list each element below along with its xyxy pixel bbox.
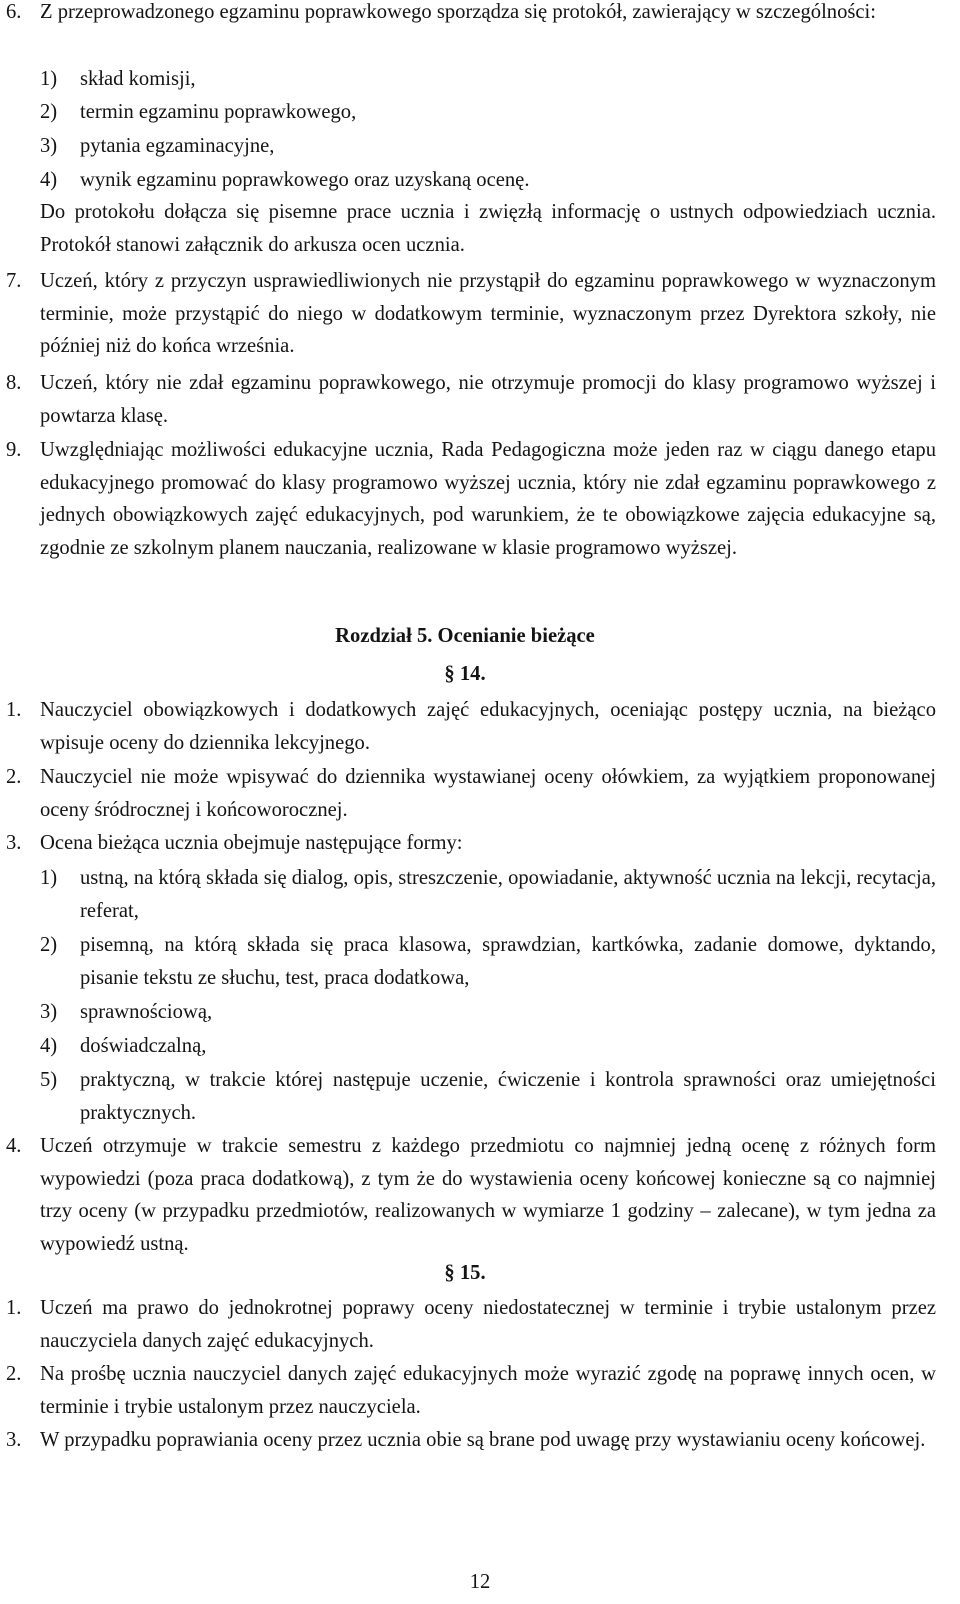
paragraph-continuation: Do protokołu dołącza się pisemne prace ucznia i zwięzłą informację o ustnych odpowiedziach ucznia. Protokół stanowi załącznik do arkusza ocen ucznia. xyxy=(40,201,936,256)
paragraph-text: Uczeń, który z przyczyn usprawiedliwionych nie przystąpił do egzaminu poprawkowego w wyznaczonym terminie, może przystąpić do niego w dodatkowym terminie, wyznaczonym przez Dyrektora szkoły, nie później niż do końca września. xyxy=(40,270,936,358)
list-item-text: wynik egzaminu poprawkowego oraz uzyskaną ocenę. xyxy=(80,169,530,191)
form-item xyxy=(40,1030,936,1063)
form-item xyxy=(40,929,936,994)
list-item-number: 2) xyxy=(40,101,58,123)
section-item xyxy=(6,1292,936,1357)
page-number: 12 xyxy=(469,1571,491,1593)
section-item-number: 2. xyxy=(6,1363,22,1385)
form-item-number: 2) xyxy=(40,934,58,956)
section-item-text: Uczeń otrzymuje w trakcie semestru z każdego przedmiotu co najmniej jedną ocenę z różnych form wypowiedzi (poza praca dodatkową), z tym że do wystawienia oceny końcowej konieczne są co najmniej trzy oceny (w przypadku przedmiotów, realizowanych w wymiarze 1 godziny – zalecane), w tym jedna za wypowiedź ustną. xyxy=(40,1135,936,1255)
section-item-text: Na prośbę ucznia nauczyciel danych zajęć edukacyjnych może wyrazić zgodę na poprawę innych ocen, w terminie i trybie ustalonym przez nauczyciela. xyxy=(40,1363,936,1418)
section-title: § 15. xyxy=(444,1262,486,1284)
form-item xyxy=(40,996,936,1029)
paragraph-text: Uwzględniając możliwości edukacyjne ucznia, Rada Pedagogiczna może jeden raz w ciągu danego etapu edukacyjnego promować do klasy programowo wyższej ucznia, który nie zdał egzaminu poprawkowego z jednych obowiązkowych zajęć edukacyjnych, pod warunkiem, że te obowiązkowe zajęcia edukacyjne są, zgodnie ze szkolnym planem nauczania, realizowane w klasie programowo wyższej. xyxy=(40,439,936,559)
form-item-number: 4) xyxy=(40,1035,58,1057)
paragraph-7 xyxy=(6,265,936,363)
section-item-number: 3. xyxy=(6,1429,22,1451)
section-item-text: Ocena bieżąca ucznia obejmuje następujące formy: xyxy=(40,832,463,854)
form-item xyxy=(40,1064,936,1129)
list-item xyxy=(40,96,936,129)
section-item-number: 4. xyxy=(6,1135,22,1157)
section-item xyxy=(6,1424,936,1457)
form-item-text: sprawnościową, xyxy=(80,1001,213,1023)
list-item-text: skład komisji, xyxy=(80,68,196,90)
chapter-title: Rozdział 5. Ocenianie bieżące xyxy=(335,625,595,647)
paragraph-text: Uczeń, który nie zdał egzaminu poprawkowego, nie otrzymuje promocji do klasy programowo wyższej i powtarza klasę. xyxy=(40,372,936,427)
list-item-text: pytania egzaminacyjne, xyxy=(80,135,275,157)
section-item-text: Nauczyciel obowiązkowych i dodatkowych zajęć edukacyjnych, oceniając postępy ucznia, na bieżąco wpisuje oceny do dziennika lekcyjnego. xyxy=(40,699,936,754)
list-item xyxy=(40,130,936,163)
list-item xyxy=(40,63,936,96)
section-item xyxy=(6,1358,936,1423)
list-item xyxy=(40,164,936,197)
paragraph-number: 6. xyxy=(6,1,22,23)
paragraph-9 xyxy=(6,434,936,564)
form-item-text: praktyczną, w trakcie której następuje uczenie, ćwiczenie i kontrola sprawności oraz umiejętności praktycznych. xyxy=(80,1069,936,1124)
section-item-number: 3. xyxy=(6,832,22,854)
form-item-text: doświadczalną, xyxy=(80,1035,207,1057)
paragraph-text: Z przeprowadzonego egzaminu poprawkowego sporządza się protokół, zawierający w szczególności: xyxy=(40,1,876,23)
paragraph-number: 8. xyxy=(6,372,22,394)
form-item-number: 3) xyxy=(40,1001,58,1023)
list-item-text: termin egzaminu poprawkowego, xyxy=(80,101,357,123)
form-item xyxy=(40,862,936,927)
list-item-number: 4) xyxy=(40,169,58,191)
paragraph-6 xyxy=(6,0,936,29)
section-item xyxy=(6,761,936,826)
paragraph-8 xyxy=(6,367,936,432)
section-item-number: 1. xyxy=(6,699,22,721)
form-item-text: ustną, na którą składa się dialog, opis, streszczenie, opowiadanie, aktywność ucznia na lekcji, recytacja, referat, xyxy=(80,867,936,922)
paragraph-number: 7. xyxy=(6,270,22,292)
section-item-number: 1. xyxy=(6,1297,22,1319)
section-item xyxy=(6,1130,936,1260)
paragraph-number: 9. xyxy=(6,439,22,461)
form-item-number: 5) xyxy=(40,1069,58,1091)
section-item-text: Nauczyciel nie może wpisywać do dziennika wystawianej oceny ołówkiem, za wyjątkiem proponowanej oceny śródrocznej i końcoworocznej. xyxy=(40,766,936,821)
section-item-text: Uczeń ma prawo do jednokrotnej poprawy oceny niedostatecznej w terminie i trybie ustalonym przez nauczyciela danych zajęć edukacyjnych. xyxy=(40,1297,936,1352)
form-item-number: 1) xyxy=(40,867,58,889)
list-item-number: 1) xyxy=(40,68,58,90)
section-item xyxy=(6,694,936,759)
form-item-text: pisemną, na którą składa się praca klasowa, sprawdzian, kartkówka, zadanie domowe, dyktando, pisanie tekstu ze słuchu, test, praca dodatkowa, xyxy=(80,934,936,989)
section-item-text: W przypadku poprawiania oceny przez ucznia obie są brane pod uwagę przy wystawianiu oceny końcowej. xyxy=(40,1429,926,1451)
section-item xyxy=(6,827,936,860)
section-item-number: 2. xyxy=(6,766,22,788)
list-item-number: 3) xyxy=(40,135,58,157)
section-title: § 14. xyxy=(444,663,486,685)
